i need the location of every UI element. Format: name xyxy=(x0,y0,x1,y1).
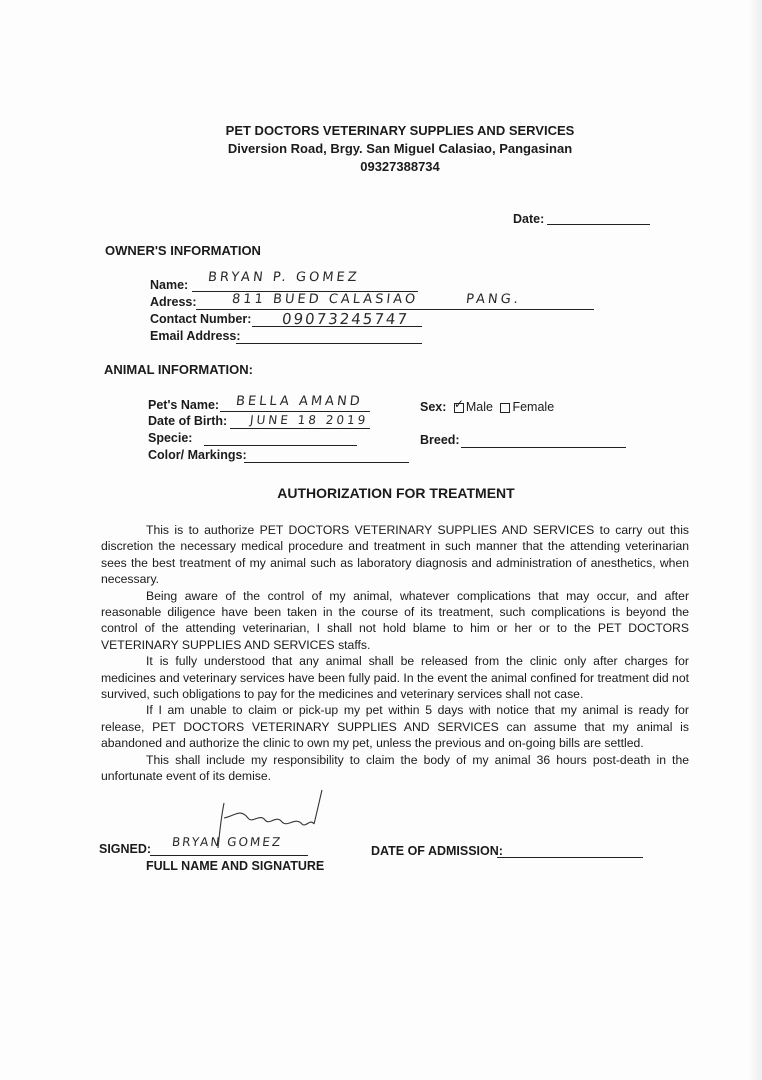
female-checkbox[interactable] xyxy=(500,403,510,413)
date-of-admission-label: DATE OF ADMISSION: xyxy=(371,844,503,858)
date-label: Date: xyxy=(513,212,545,226)
owner-name-value: BRYAN P. GOMEZ xyxy=(207,270,361,285)
dob-label: Date of Birth: xyxy=(148,414,228,428)
pet-name-line[interactable] xyxy=(220,411,370,412)
company-phone: 09327388734 xyxy=(360,159,440,174)
owner-section-title: OWNER'S INFORMATION xyxy=(105,243,261,258)
sex-label: Sex: xyxy=(420,400,447,414)
authorization-paragraph: This shall include my responsibility to claim the body of my animal 36 hours post-death in the unfortunate event of its demise. xyxy=(101,752,689,784)
breed-label: Breed: xyxy=(420,433,460,447)
letterhead xyxy=(0,122,762,176)
owner-name-label: Name: xyxy=(150,278,189,292)
female-option-label: Female xyxy=(512,400,555,414)
specie-line[interactable] xyxy=(204,445,357,446)
signed-label: SIGNED: xyxy=(99,842,152,856)
authorization-title: AUTHORIZATION FOR TREATMENT xyxy=(277,485,515,501)
authorization-paragraph: This is to authorize PET DOCTORS VETERINARY SUPPLIES AND SERVICES to carry out this discretion the necessary medical procedure and treatment in such manner that the attending veterinarian sees the best treatment of my animal such as laboratory diagnosis and administration of anesthetics, when necessary. xyxy=(101,523,689,587)
authorization-paragraph: It is fully understood that any animal shall be released from the clinic only after charges for medicines and veterinary services have been fully paid. In the event the animal confined for treatment did not survived, such obligations to pay for the medicines and veterinary services shall not case. xyxy=(101,654,689,702)
dob-line[interactable] xyxy=(230,428,370,429)
authorization-body xyxy=(101,522,689,785)
color-markings-label: Color/ Markings: xyxy=(148,448,247,462)
color-markings-line[interactable] xyxy=(244,462,409,463)
date-line[interactable] xyxy=(547,224,650,225)
authorization-paragraph: If I am unable to claim or pick-up my pet within 5 days with notice that my animal is ready for release, PET DOCTORS VETERINARY SUPPLIES AND SERVICES can assume that my animal is abandoned and authorize the clinic to own my pet, unless the previous and on-going bills are settled. xyxy=(101,703,689,751)
signature-scribble xyxy=(210,788,330,858)
company-address: Diversion Road, Brgy. San Miguel Calasiao, Pangasinan xyxy=(227,141,573,156)
pet-name-value: BELLA AMAND xyxy=(235,394,364,409)
contact-number-label: Contact Number: xyxy=(150,312,252,326)
company-name: PET DOCTORS VETERINARY SUPPLIES AND SERVICES xyxy=(225,123,575,138)
sex-field xyxy=(420,400,554,414)
signature-name-value: BRYAN GOMEZ xyxy=(171,835,283,849)
breed-line[interactable] xyxy=(461,447,626,448)
email-label: Email Address: xyxy=(150,329,241,343)
date-of-admission-line[interactable] xyxy=(497,857,643,858)
contact-number-value: 09073245747 xyxy=(281,310,410,328)
animal-section-title: ANIMAL INFORMATION: xyxy=(104,362,253,377)
owner-address-label: Adress: xyxy=(150,295,197,309)
authorization-paragraph: Being aware of the control of my animal, whatever complications that may occur, and after reasonable diligence have been taken in the course of its treatment, such complications is beyond the control of the attending veterinarian, I shall not hold blame to him or her or to the PET DOCTORS VETERINARY SUPPLIES AND SERVICES staffs. xyxy=(101,588,689,652)
email-line[interactable] xyxy=(236,343,422,344)
dob-value: JUNE 18 2019 xyxy=(249,413,370,427)
owner-address-value-2: PANG. xyxy=(465,292,522,307)
signature-caption: FULL NAME AND SIGNATURE xyxy=(146,859,325,873)
pet-name-label: Pet's Name: xyxy=(148,398,220,412)
owner-address-value: 811 BUED CALASIAO xyxy=(231,292,419,307)
male-checkbox[interactable] xyxy=(454,403,464,413)
specie-label: Specie: xyxy=(148,431,193,445)
male-option-label: Male xyxy=(465,400,493,414)
